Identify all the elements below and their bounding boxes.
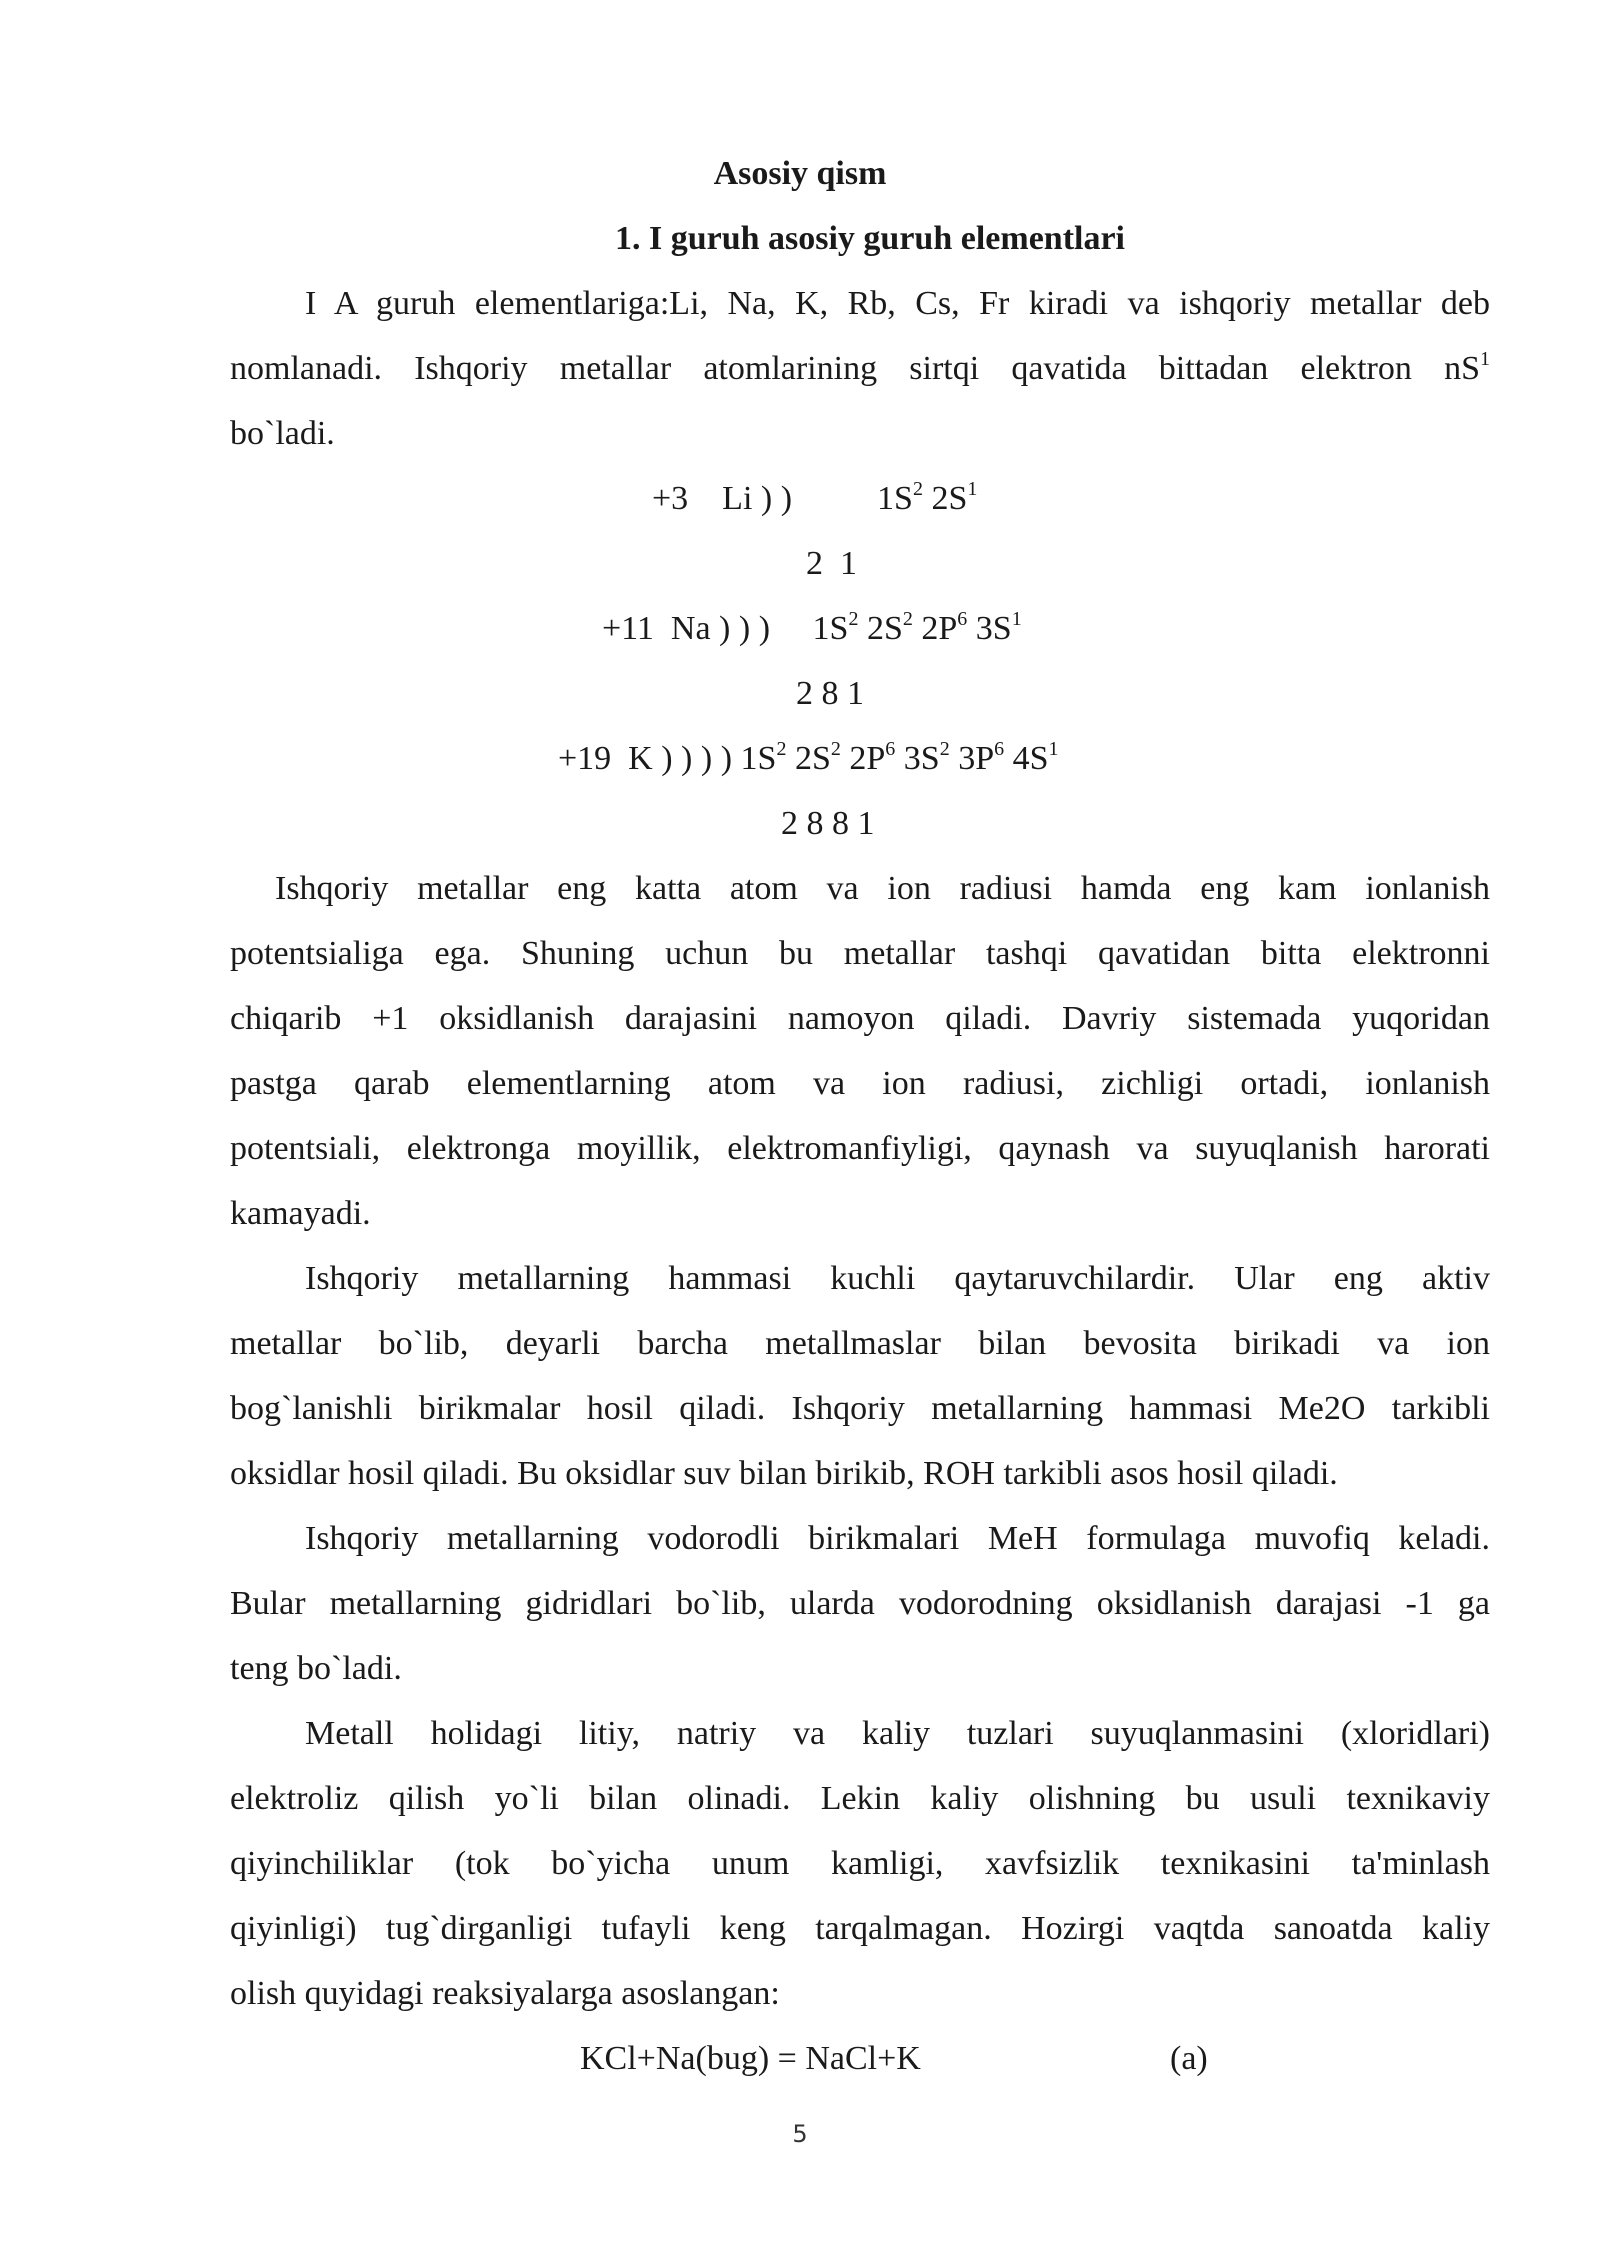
paragraph-4-line-3: teng bo`ladi. — [230, 1650, 402, 1687]
paragraph-2-line-5: potentsiali, elektronga moyillik, elektromanfiyligi, qaynash va suyuqlanish harorati — [230, 1130, 1490, 1167]
paragraph-3-line-2: metallar bo`lib, deyarli barcha metallmaslar bilan bevosita birikadi va ion — [230, 1325, 1490, 1362]
superscript: 2 — [902, 608, 913, 630]
na-configuration — [602, 609, 1022, 649]
paragraph-1-line-2-text: nomlanadi. Ishqoriy metallar atomlarining sirtqi qavatida bittadan elektron nS — [230, 350, 1480, 387]
paragraph-5-line-2: elektroliz qilish yo`li bilan olinadi. Lekin kaliy olishning bu usuli texnikaviy — [230, 1780, 1490, 1817]
superscript: 1 — [967, 478, 978, 500]
heading: Asosiy qism — [713, 155, 887, 192]
paragraph-2-line-3: chiqarib +1 oksidlanish darajasini namoyon qiladi. Davriy sistemada yuqoridan — [230, 1000, 1490, 1037]
na-shells: 2 8 1 — [796, 675, 864, 712]
na-config-text: 2S — [858, 610, 903, 647]
k-shells: 2 8 8 1 — [781, 805, 875, 842]
superscript: 2 — [848, 608, 859, 630]
paragraph-4-line-2: Bular metallarning gidridlari bo`lib, ularda vodorodning oksidlanish darajasi -1 ga — [230, 1585, 1490, 1622]
paragraph-3-line-3: bog`lanishli birikmalar hosil qiladi. Ishqoriy metallarning hammasi Me2O tarkibli — [230, 1390, 1490, 1427]
k-config-text: 3S — [895, 740, 940, 777]
paragraph-1-line-3: bo`ladi. — [230, 415, 335, 452]
li-shells: 2 1 — [806, 545, 857, 582]
section-title: 1. I guruh asosiy guruh elementlari — [614, 220, 1126, 257]
superscript: 1 — [1011, 608, 1022, 630]
na-config-text: 3S — [967, 610, 1012, 647]
paragraph-2-line-1: Ishqoriy metallar eng katta atom va ion radiusi hamda eng kam ionlanish — [275, 870, 1490, 907]
k-config-text: 4S — [1004, 740, 1049, 777]
superscript: 2 — [830, 738, 841, 760]
paragraph-1-line-1: I A guruh elementlariga:Li, Na, K, Rb, Cs, Fr kiradi va ishqoriy metallar deb — [305, 285, 1490, 322]
li-config-text: 2S — [922, 480, 968, 517]
li-config-text: +3 Li ) ) 1S — [652, 480, 913, 517]
superscript: 1 — [1048, 738, 1059, 760]
superscript: 2 — [776, 738, 787, 760]
li-configuration — [652, 479, 977, 519]
k-configuration — [558, 739, 1059, 779]
k-config-text: +19 K ) ) ) ) 1S — [558, 740, 777, 777]
superscript: 2 — [912, 478, 923, 500]
paragraph-3-line-1: Ishqoriy metallarning hammasi kuchli qaytaruvchilardir. Ular eng aktiv — [305, 1260, 1490, 1297]
k-config-text: 2S — [786, 740, 831, 777]
k-config-text: 2P — [840, 740, 886, 777]
na-config-text: 2P — [912, 610, 958, 647]
paragraph-2-line-4: pastga qarab elementlarning atom va ion radiusi, zichligi ortadi, ionlanish — [230, 1065, 1490, 1102]
equation-label: (a) — [1170, 2040, 1208, 2077]
k-config-text: 3P — [949, 740, 995, 777]
paragraph-5-line-5: olish quyidagi reaksiyalarga asoslangan: — [230, 1975, 780, 2012]
superscript: 6 — [885, 738, 896, 760]
paragraph-3-line-4: oksidlar hosil qiladi. Bu oksidlar suv bilan birikib, ROH tarkibli asos hosil qiladi. — [230, 1455, 1338, 1492]
equation: KCl+Na(bug) = NaCl+K — [580, 2040, 921, 2077]
paragraph-1-line-2 — [230, 349, 1490, 389]
page-number: 5 — [792, 2120, 808, 2148]
paragraph-4-line-1: Ishqoriy metallarning vodorodli birikmalari MeH formulaga muvofiq keladi. — [305, 1520, 1490, 1557]
superscript: 6 — [994, 738, 1005, 760]
na-config-text: +11 Na ) ) ) 1S — [602, 610, 849, 647]
paragraph-2-line-2: potentsialiga ega. Shuning uchun bu metallar tashqi qavatidan bitta elektronni — [230, 935, 1490, 972]
superscript: 6 — [957, 608, 968, 630]
paragraph-2-line-6: kamayadi. — [230, 1195, 371, 1232]
superscript: 2 — [939, 738, 950, 760]
paragraph-5-line-3: qiyinchiliklar (tok bo`yicha unum kamligi, xavfsizlik texnikasini ta'minlash — [230, 1845, 1490, 1882]
paragraph-5-line-1: Metall holidagi litiy, natriy va kaliy tuzlari suyuqlanmasini (xloridlari) — [305, 1715, 1490, 1752]
superscript: 1 — [1480, 348, 1490, 370]
paragraph-5-line-4: qiyinligi) tug`dirganligi tufayli keng tarqalmagan. Hozirgi vaqtda sanoatda kaliy — [230, 1910, 1490, 1947]
